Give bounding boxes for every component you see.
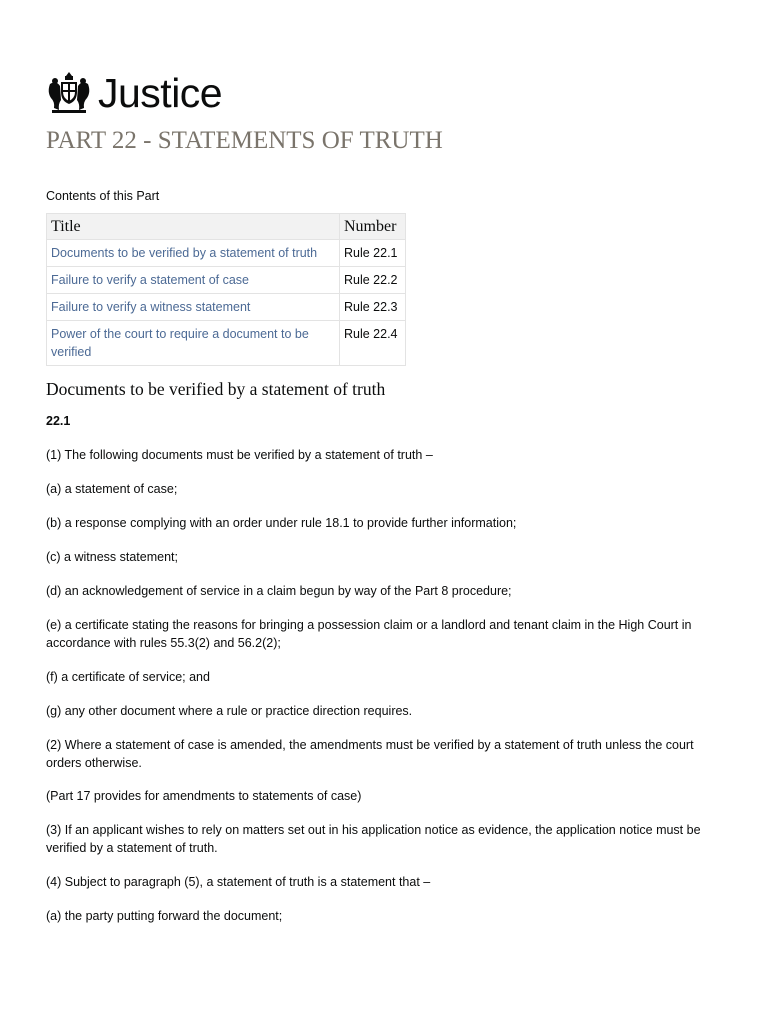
page-title: PART 22 - STATEMENTS OF TRUTH (46, 127, 443, 154)
table-cell-title (47, 240, 340, 267)
rule-paragraph: (4) Subject to paragraph (5), a statement of truth is a statement that – (46, 875, 431, 889)
table-cell-title (47, 294, 340, 321)
column-header-title: Title (47, 214, 340, 240)
column-header-number: Number (340, 214, 406, 240)
contents-link-rule-22-4[interactable]: Power of the court to require a document to be verified (51, 327, 309, 359)
contents-link-rule-22-3[interactable]: Failure to verify a witness statement (51, 300, 251, 314)
rule-paragraph: (e) a certificate stating the reasons for bringing a possession claim or a landlord and tenant claim in the High Court in accordance with rules 55.3(2) and 56.2(2); (46, 618, 692, 650)
rule-paragraph: (2) Where a statement of case is amended, the amendments must be verified by a statement of truth unless the court orders otherwise. (46, 738, 694, 770)
justice-logo[interactable] (46, 70, 222, 116)
table-cell-number: Rule 22.2 (340, 267, 406, 294)
table-row (47, 240, 406, 267)
table-cell-number: Rule 22.1 (340, 240, 406, 267)
rule-paragraph: (3) If an applicant wishes to rely on matters set out in his application notice as evidence, the application notice must be verified by a statement of truth. (46, 823, 701, 855)
table-row (47, 267, 406, 294)
rule-paragraph: (b) a response complying with an order under rule 18.1 to provide further information; (46, 516, 517, 530)
table-cell-number: Rule 22.4 (340, 321, 406, 366)
table-header-row (47, 214, 406, 240)
table-cell-title (47, 267, 340, 294)
royal-coat-of-arms-icon (46, 70, 92, 116)
rule-number: 22.1 (46, 414, 71, 428)
contents-link-rule-22-1[interactable]: Documents to be verified by a statement of truth (51, 246, 318, 260)
rule-paragraph: (d) an acknowledgement of service in a claim begun by way of the Part 8 procedure; (46, 584, 512, 598)
rule-paragraph: (1) The following documents must be verified by a statement of truth – (46, 448, 433, 462)
rule-paragraph: (c) a witness statement; (46, 550, 178, 564)
table-row (47, 321, 406, 366)
rule-paragraph: (f) a certificate of service; and (46, 670, 210, 684)
rule-paragraph: (a) the party putting forward the document; (46, 909, 283, 923)
rule-paragraph: (Part 17 provides for amendments to statements of case) (46, 789, 362, 803)
section-heading: Documents to be verified by a statement of truth (46, 379, 386, 399)
rule-paragraph: (g) any other document where a rule or practice direction requires. (46, 704, 413, 718)
contents-link-rule-22-2[interactable]: Failure to verify a statement of case (51, 273, 250, 287)
rule-paragraph: (a) a statement of case; (46, 482, 178, 496)
table-cell-title (47, 321, 340, 366)
table-row (47, 294, 406, 321)
table-cell-number: Rule 22.3 (340, 294, 406, 321)
contents-table (46, 213, 406, 366)
logo-wordmark: Justice (98, 70, 223, 116)
contents-label: Contents of this Part (46, 189, 160, 203)
